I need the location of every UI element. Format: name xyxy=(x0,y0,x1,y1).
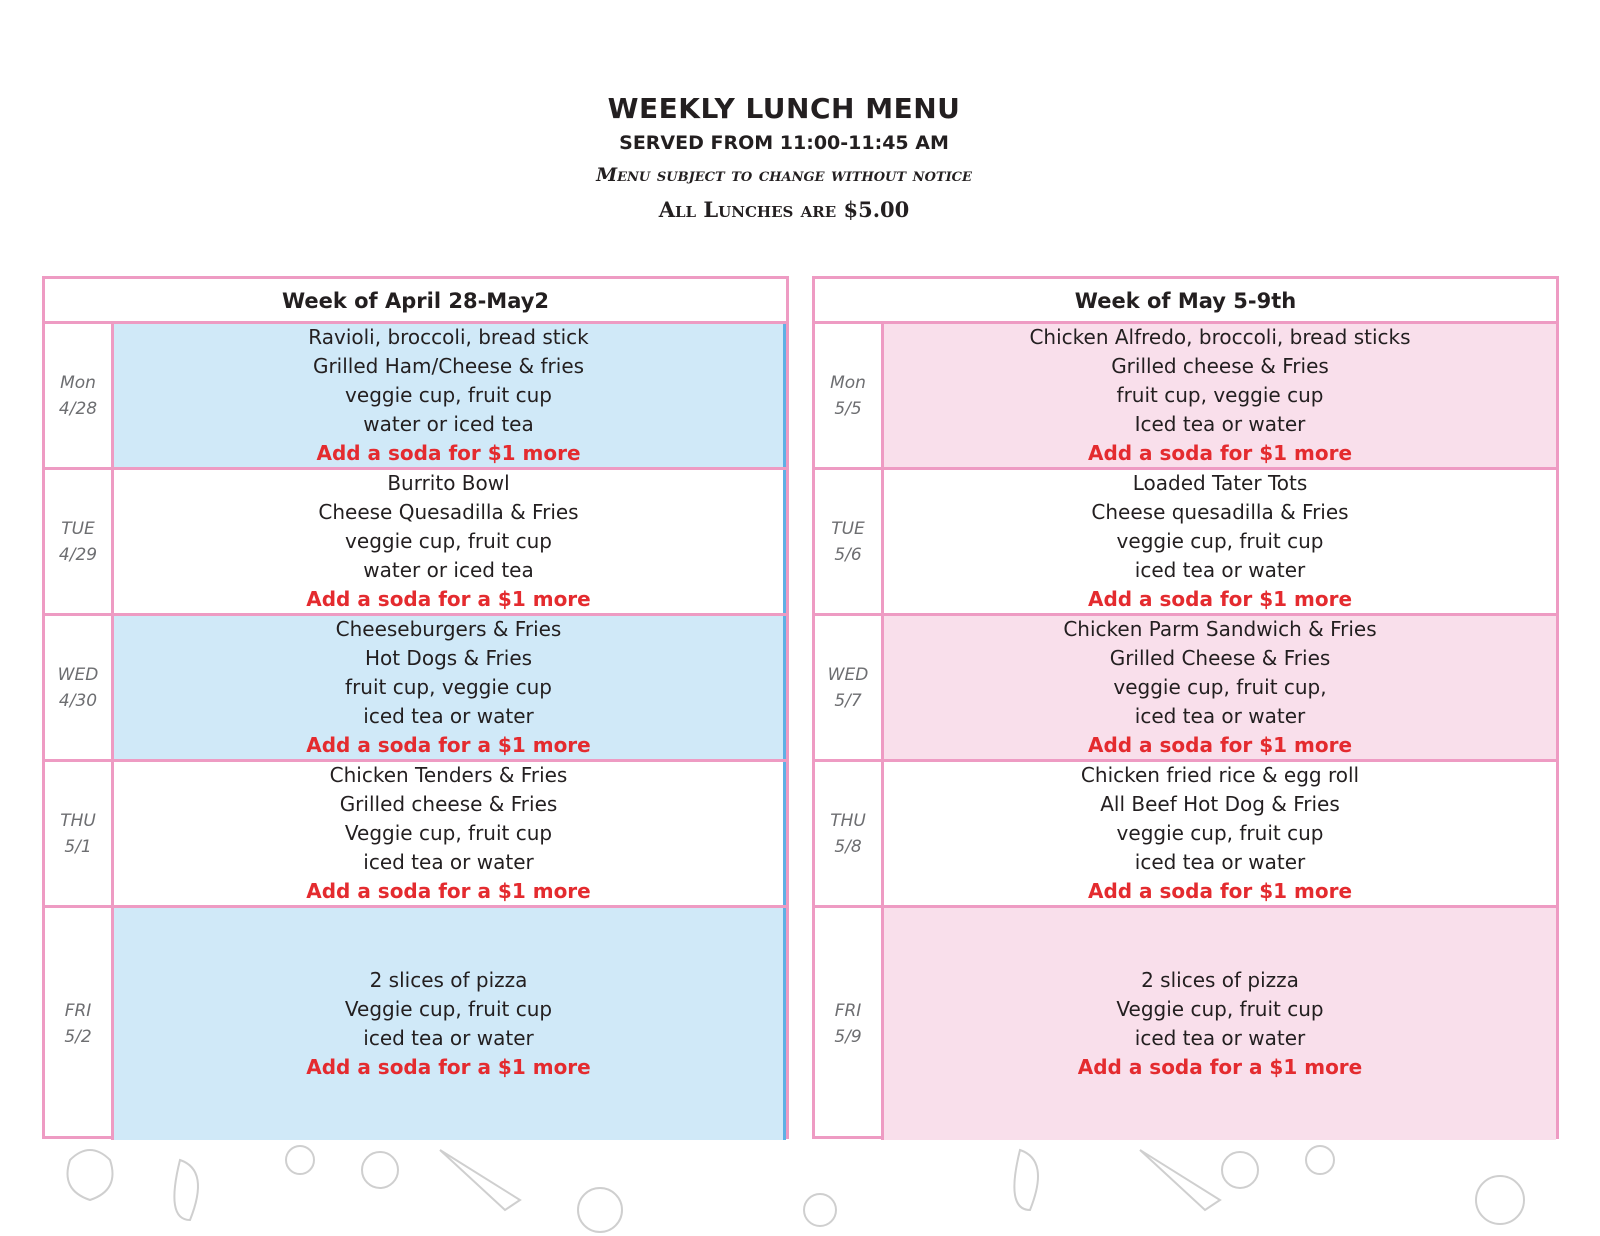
week-heading: Week of May 5-9th xyxy=(815,279,1556,324)
day-row xyxy=(815,762,1556,908)
menu-line: veggie cup, fruit cup xyxy=(345,383,552,407)
menu-line: Burrito Bowl xyxy=(387,471,510,495)
day-label xyxy=(815,616,884,759)
menu-items xyxy=(884,324,1556,467)
menu-line: Grilled Cheese & Fries xyxy=(1109,646,1331,670)
day-date: 5/9 xyxy=(834,1027,862,1047)
menu-line: veggie cup, fruit cup, xyxy=(1113,675,1327,699)
menu-line: All Beef Hot Dog & Fries xyxy=(1100,792,1340,816)
day-date: 5/1 xyxy=(64,836,92,857)
menu-line: water or iced tea xyxy=(363,412,534,436)
day-label xyxy=(815,470,884,613)
menu-line: Iced tea or water xyxy=(1134,412,1306,436)
soda-offer: Add a soda for a $1 more xyxy=(1077,1055,1363,1079)
menu-line: Cheeseburgers & Fries xyxy=(335,617,562,641)
served-hours: SERVED FROM 11:00-11:45 AM xyxy=(619,132,949,154)
menu-items xyxy=(884,762,1556,905)
menu-line: Chicken Alfredo, broccoli, bread sticks xyxy=(1029,325,1411,349)
menu-line: iced tea or water xyxy=(1134,704,1306,728)
day-label xyxy=(45,616,114,759)
day-row xyxy=(45,908,786,1140)
day-name: Mon xyxy=(60,372,96,393)
menu-line: Veggie cup, fruit cup xyxy=(1116,997,1324,1021)
menu-line: Chicken Tenders & Fries xyxy=(329,763,568,787)
day-name: WED xyxy=(827,664,869,685)
day-name: TUE xyxy=(831,518,865,539)
day-date: 5/2 xyxy=(64,1027,92,1047)
soda-offer: Add a soda for a $1 more xyxy=(306,1055,591,1079)
menu-items xyxy=(884,908,1556,1140)
vegetable-doodle-background xyxy=(0,1140,1600,1236)
broccoli-icon xyxy=(1306,1146,1334,1174)
soda-offer: Add a soda for $1 more xyxy=(316,441,581,465)
soda-offer: Add a soda for a $1 more xyxy=(306,879,591,903)
onion-icon xyxy=(1222,1152,1258,1188)
menu-line: iced tea or water xyxy=(363,704,534,728)
menu-items xyxy=(114,908,786,1140)
menu-line: Ravioli, broccoli, bread stick xyxy=(308,325,589,349)
day-label xyxy=(45,908,114,1140)
day-date: 4/29 xyxy=(58,544,98,565)
day-name: THU xyxy=(60,810,96,831)
soda-offer: Add a soda for $1 more xyxy=(1087,441,1353,465)
day-date: 5/5 xyxy=(834,398,862,419)
day-date: 4/28 xyxy=(58,398,98,419)
carrot-icon xyxy=(440,1150,520,1210)
day-row xyxy=(45,616,786,762)
mushroom-icon xyxy=(804,1194,836,1226)
tomato-icon xyxy=(578,1188,622,1232)
menu-line: Chicken Parm Sandwich & Fries xyxy=(1063,617,1377,641)
menu-line: water or iced tea xyxy=(363,558,534,582)
day-name: FRI xyxy=(834,1001,862,1021)
menu-items xyxy=(114,616,786,759)
day-label xyxy=(815,762,884,905)
menu-line: Grilled cheese & Fries xyxy=(1111,354,1329,378)
day-name: WED xyxy=(57,664,99,685)
day-name: Mon xyxy=(830,372,866,393)
menu-items xyxy=(114,762,786,905)
menu-line: veggie cup, fruit cup xyxy=(1116,529,1324,553)
lunch-price: All Lunches are $5.00 xyxy=(658,197,910,222)
menu-line: 2 slices of pizza xyxy=(1141,968,1299,992)
eggplant-icon xyxy=(174,1160,198,1220)
week-2-table xyxy=(812,276,1559,1139)
menu-line: iced tea or water xyxy=(363,1026,534,1050)
menu-line: Cheese Quesadilla & Fries xyxy=(318,500,579,524)
soda-offer: Add a soda for $1 more xyxy=(1087,879,1353,903)
menu-line: veggie cup, fruit cup xyxy=(345,529,552,553)
soda-offer: Add a soda for $1 more xyxy=(1087,587,1353,611)
soda-offer: Add a soda for a $1 more xyxy=(306,587,591,611)
menu-header xyxy=(0,92,1568,224)
carrot-icon xyxy=(1140,1150,1220,1210)
menu-items xyxy=(114,324,786,467)
menu-items xyxy=(884,616,1556,759)
menu-line: Veggie cup, fruit cup xyxy=(344,997,553,1021)
menu-line: 2 slices of pizza xyxy=(369,968,528,992)
day-label xyxy=(815,908,884,1140)
day-row xyxy=(45,324,786,470)
menu-line: Veggie cup, fruit cup xyxy=(344,821,553,845)
broccoli-icon xyxy=(286,1146,314,1174)
menu-line: fruit cup, veggie cup xyxy=(1116,383,1324,407)
menu-line: Hot Dogs & Fries xyxy=(364,646,533,670)
page-title: WEEKLY LUNCH MENU xyxy=(607,92,961,125)
menu-line: Grilled Ham/Cheese & fries xyxy=(312,354,585,378)
menu-line: iced tea or water xyxy=(1134,1026,1306,1050)
day-date: 5/7 xyxy=(834,690,862,711)
day-label xyxy=(45,470,114,613)
day-row xyxy=(815,616,1556,762)
menu-line: veggie cup, fruit cup xyxy=(1116,821,1324,845)
day-date: 4/30 xyxy=(58,690,98,711)
eggplant-icon xyxy=(1014,1150,1038,1210)
menu-line: Cheese quesadilla & Fries xyxy=(1091,500,1349,524)
day-name: FRI xyxy=(64,1001,92,1021)
menu-line: iced tea or water xyxy=(1134,558,1306,582)
day-date: 5/6 xyxy=(834,544,862,565)
soda-offer: Add a soda for a $1 more xyxy=(306,733,591,757)
week-1-table xyxy=(42,276,789,1139)
tomato-icon xyxy=(1476,1176,1524,1224)
day-label xyxy=(815,324,884,467)
day-row xyxy=(45,470,786,616)
day-row xyxy=(815,908,1556,1140)
menu-line: iced tea or water xyxy=(363,850,534,874)
day-row xyxy=(815,324,1556,470)
menu-items xyxy=(884,470,1556,613)
menu-items xyxy=(114,470,786,613)
menu-line: Loaded Tater Tots xyxy=(1132,471,1308,495)
menu-line: fruit cup, veggie cup xyxy=(345,675,552,699)
day-row xyxy=(815,470,1556,616)
day-date: 5/8 xyxy=(834,836,862,857)
day-row xyxy=(45,762,786,908)
menu-line: Grilled cheese & Fries xyxy=(339,792,558,816)
day-name: TUE xyxy=(61,518,95,539)
pepper-icon xyxy=(68,1150,113,1200)
onion-icon xyxy=(362,1152,398,1188)
menu-line: iced tea or water xyxy=(1134,850,1306,874)
soda-offer: Add a soda for $1 more xyxy=(1087,733,1353,757)
week-heading: Week of April 28-May2 xyxy=(45,279,786,324)
menu-line: Chicken fried rice & egg roll xyxy=(1080,763,1360,787)
change-notice: Menu subject to change without notice xyxy=(596,164,972,186)
day-label xyxy=(45,762,114,905)
day-name: THU xyxy=(830,810,866,831)
day-label xyxy=(45,324,114,467)
